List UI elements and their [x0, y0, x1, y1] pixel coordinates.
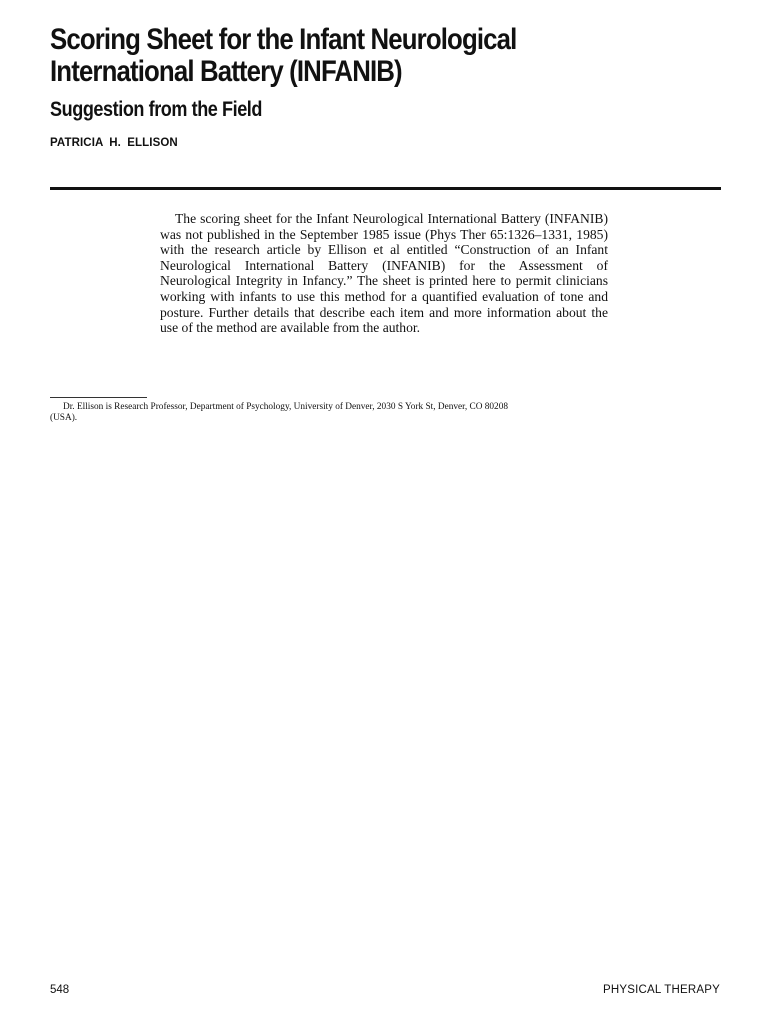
header-rule: [50, 187, 721, 190]
abstract-paragraph: The scoring sheet for the Infant Neurological International Battery (INFANIB) was not published in the September 1985 issue (Phys Ther 65:1326–1331, 1985) with the research article by Ellison et al entitled “Construction of an Infant Neurological International Battery (INFANIB) for the Assessment of Neurological Integrity in Infancy.” The sheet is printed here to permit clinicians working with infants to use this method for a quantified evaluation of tone and posture. Further details that describe each item and more information about the use of the method are available from the author.: [160, 211, 608, 336]
journal-name: PHYSICAL THERAPY: [603, 984, 720, 996]
author-name: PATRICIA H. ELLISON: [50, 137, 178, 149]
page-number: 548: [50, 984, 70, 996]
author-affiliation-footnote: Dr. Ellison is Research Professor, Department of Psychology, University of Denver, 2030 S York St, Denver, CO 80208 (USA).: [50, 402, 508, 423]
article-title: Scoring Sheet for the Infant Neurological International Battery (INFANIB): [50, 23, 517, 88]
footnote-rule: [50, 397, 147, 398]
article-subtitle: Suggestion from the Field: [50, 98, 263, 121]
